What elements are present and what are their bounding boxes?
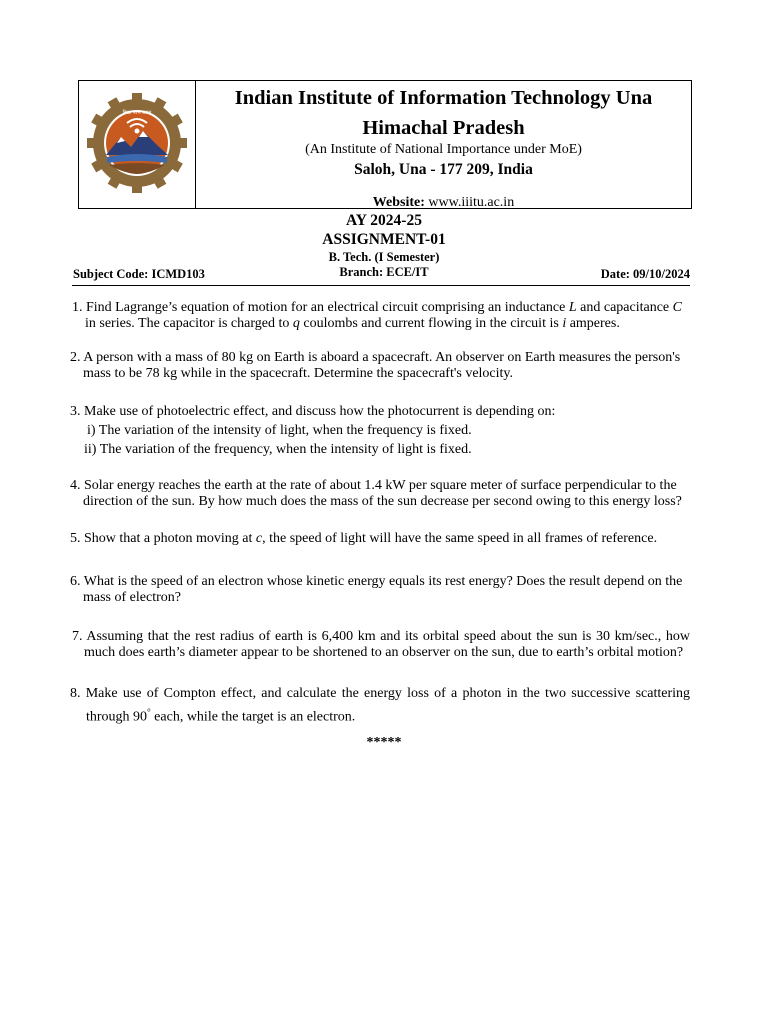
end-stars: ***** bbox=[366, 735, 402, 750]
q1-C: C bbox=[672, 300, 682, 315]
question-5 bbox=[70, 531, 690, 547]
q4-line2: direction of the sun. By how much does the mass of the sun decrease per second owing to this energy loss? bbox=[83, 494, 682, 509]
q8-line1: 8. Make use of Compton effect, and calculate the energy loss of a photon in the two successive scattering bbox=[70, 686, 690, 701]
q3-line1: 3. Make use of photoelectric effect, and discuss how the photocurrent is depending on: bbox=[70, 404, 556, 419]
header-box bbox=[78, 80, 692, 209]
institute-name-line2: Himachal Pradesh bbox=[362, 117, 525, 139]
header-divider bbox=[72, 285, 690, 286]
q1-text-e: amperes. bbox=[566, 316, 620, 331]
q6-line2: mass of electron? bbox=[83, 590, 181, 605]
website-label: Website: bbox=[372, 195, 425, 210]
website-url[interactable]: www.iiitu.ac.in bbox=[428, 195, 515, 210]
q7-line1: 7. Assuming that the rest radius of earth is 6,400 km and its orbital speed about the sun is 30 km/sec., how bbox=[72, 629, 690, 644]
q4-line1: 4. Solar energy reaches the earth at the rate of about 1.4 kW per square meter of surface perpendicular to the bbox=[70, 478, 677, 493]
q5-text-a: 5. Show that a photon moving at bbox=[70, 531, 256, 546]
q1-text-c: in series. The capacitor is charged to bbox=[85, 316, 293, 331]
institute-name-line1: Indian Institute of Information Technology Una bbox=[234, 87, 653, 109]
academic-year: AY 2024-25 bbox=[346, 212, 422, 229]
q8-line2 bbox=[70, 703, 690, 727]
q5-text-b: , the speed of light will have the same speed in all frames of reference. bbox=[262, 531, 658, 546]
date: Date: 09/10/2024 bbox=[600, 267, 690, 281]
q5-c: c bbox=[255, 531, 263, 546]
question-7 bbox=[72, 629, 690, 661]
institute-block bbox=[196, 81, 691, 212]
institute-subtitle: (An Institute of National Importance under MoE) bbox=[305, 142, 582, 157]
q8-text-a: through 90 bbox=[86, 709, 148, 725]
logo-cell bbox=[79, 81, 196, 208]
question-6 bbox=[70, 574, 690, 606]
institute-address: Saloh, Una - 177 209, India bbox=[354, 161, 533, 178]
q2-line1: 2. A person with a mass of 80 kg on Earth is aboard a spacecraft. An observer on Earth measures the person's bbox=[70, 350, 681, 365]
q1-L: L bbox=[568, 300, 577, 315]
q1-text-a: 1. Find Lagrange’s equation of motion for an electrical circuit comprising an inductance bbox=[72, 300, 569, 315]
q8-text-b: each, while the target is an electron. bbox=[150, 709, 356, 725]
question-3 bbox=[70, 402, 690, 459]
q1-text-b: and capacitance bbox=[576, 300, 673, 315]
q1-line2 bbox=[72, 316, 692, 332]
subject-code: Subject Code: ICMD103 bbox=[73, 267, 205, 281]
question-1 bbox=[72, 300, 692, 332]
question-8 bbox=[70, 684, 690, 727]
logo-text-top: विद्या परम बलम् bbox=[122, 110, 152, 116]
q1-q: q bbox=[292, 316, 300, 331]
q3-line3: ii) The variation of the frequency, when the intensity of light is fixed. bbox=[84, 442, 472, 457]
program: B. Tech. (I Semester) bbox=[328, 250, 440, 264]
q7-line2: much does earth’s diameter appear to be shortened to an observer on the sun, due to earth’s orbital motion? bbox=[84, 645, 684, 660]
q2-line2: mass to be 78 kg while in the spacecraft. Determine the spacecraft's velocity. bbox=[83, 366, 514, 381]
q1-i: i bbox=[562, 316, 567, 331]
q3-line2: i) The variation of the intensity of light, when the frequency is fixed. bbox=[87, 423, 472, 438]
institute-logo-icon bbox=[87, 93, 187, 193]
question-2 bbox=[70, 350, 690, 382]
assignment-title: ASSIGNMENT-01 bbox=[322, 231, 446, 248]
q1-text-d: coulombs and current flowing in the circuit is bbox=[299, 316, 563, 331]
institute-website bbox=[196, 194, 691, 212]
q6-line1: 6. What is the speed of an electron whose kinetic energy equals its rest energy? Does the result depend on the bbox=[70, 574, 683, 589]
question-4 bbox=[70, 478, 690, 510]
branch: Branch: ECE/IT bbox=[339, 265, 429, 279]
q8-degree: ° bbox=[147, 707, 151, 717]
